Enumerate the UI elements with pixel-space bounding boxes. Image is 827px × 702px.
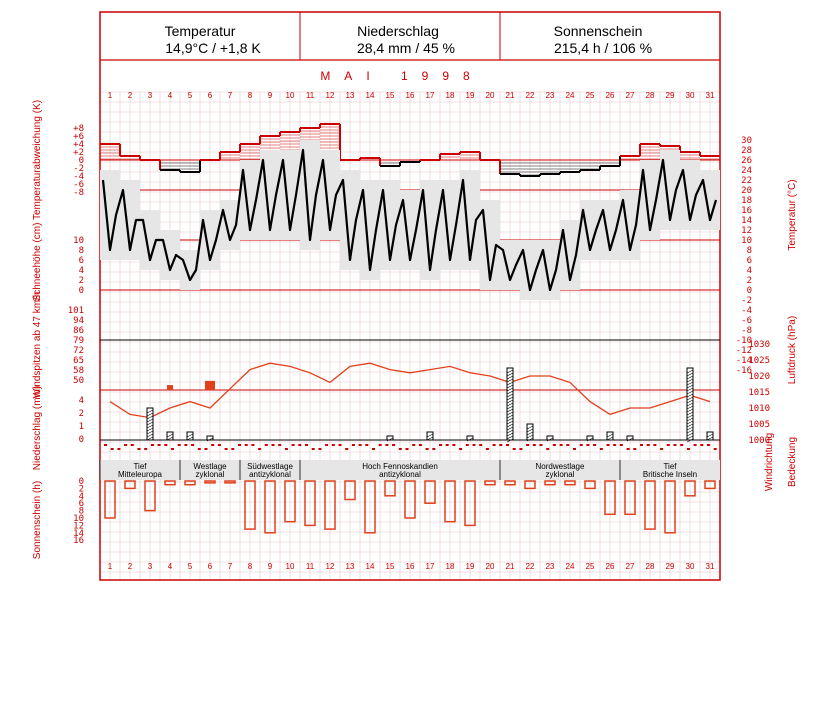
temp-dev-tick: -2	[73, 164, 84, 174]
wind-cover-mark	[218, 444, 221, 446]
day-label-top: 22	[525, 91, 535, 100]
sunshine-tick: 6	[78, 499, 84, 510]
wind-cover-mark	[446, 444, 449, 446]
wind-cover-mark	[660, 448, 663, 450]
day-label-top: 20	[485, 91, 495, 100]
wind-cover-mark	[486, 448, 489, 450]
day-label-bottom: 27	[625, 562, 635, 571]
day-label-bottom: 10	[285, 562, 295, 571]
pressure-tick: 1020	[748, 372, 770, 382]
temperature-tick: 18	[741, 196, 752, 206]
day-label-bottom: 22	[525, 562, 535, 571]
wind-cover-mark	[379, 444, 382, 446]
wind-cover-mark	[560, 444, 563, 446]
temp-dev-tick: +6	[73, 132, 84, 142]
precip-tick: 2	[78, 409, 84, 419]
temperature-tick: -14	[735, 356, 752, 366]
wind-cover-mark	[406, 448, 409, 450]
gust-tick: 65	[73, 356, 84, 366]
wind-cover-mark	[620, 444, 623, 446]
weather-type-line1: Hoch Fennoskandien	[362, 462, 438, 471]
gust-tick: 50	[73, 376, 84, 386]
day-label-bottom: 23	[545, 562, 555, 571]
day-label-bottom: 18	[445, 562, 455, 571]
label-sunshine: Sonnenschein (h)	[32, 480, 43, 560]
wind-cover-mark	[426, 448, 429, 450]
temp-dev-tick: -8	[73, 188, 84, 198]
wind-cover-mark	[459, 448, 462, 450]
wind-cover-mark	[164, 444, 167, 446]
precip-tick: 0	[78, 435, 84, 445]
snow-tick: 10	[73, 236, 84, 246]
wind-cover-mark	[325, 444, 328, 446]
wind-cover-mark	[205, 448, 208, 450]
wind-cover-mark	[700, 444, 703, 446]
sunshine-tick: 14	[73, 528, 84, 539]
header-sun-value: 215,4 h / 106 %	[553, 40, 653, 56]
day-label-top: 9	[267, 91, 273, 100]
day-label-bottom: 21	[505, 562, 515, 571]
wind-cover-mark	[399, 448, 402, 450]
temperature-tick: 28	[741, 146, 752, 156]
temperature-tick: 14	[741, 216, 752, 226]
weather-type-line1: Nordwestlage	[535, 462, 585, 471]
day-label-bottom: 28	[645, 562, 655, 571]
day-label-top: 13	[345, 91, 355, 100]
day-label-top: 27	[625, 91, 635, 100]
day-label-bottom: 4	[167, 562, 173, 571]
day-label-top: 21	[505, 91, 515, 100]
wind-cover-mark	[191, 444, 194, 446]
weather-type-line2: zyklonal	[195, 470, 225, 479]
day-label-top: 31	[705, 91, 715, 100]
day-label-top: 16	[405, 91, 415, 100]
weather-type-line2: Britische Inseln	[642, 470, 698, 479]
wind-cover-row	[104, 444, 717, 450]
day-label-bottom: 1	[107, 562, 113, 571]
label-temp-dev: Temperaturabweichung (K)	[32, 99, 43, 221]
day-label-bottom: 11	[305, 562, 315, 571]
temp-dev-tick: +8	[73, 124, 84, 134]
day-label-bottom: 31	[705, 562, 715, 571]
temperature-tick: 30	[741, 136, 752, 146]
wind-cover-mark	[680, 444, 683, 446]
day-label-top: 12	[325, 91, 335, 100]
wind-cover-mark	[245, 444, 248, 446]
precip-tick: 1	[78, 422, 84, 432]
day-label-bottom: 6	[207, 562, 213, 571]
day-label-top: 18	[445, 91, 455, 100]
header-temp-value: 14,9°C / +1,8 K	[165, 40, 261, 56]
gust-tick: 58	[73, 366, 84, 376]
wind-cover-mark	[158, 444, 161, 446]
sunshine-tick: 8	[78, 506, 84, 517]
wind-cover-mark	[553, 444, 556, 446]
gust-tick: 72	[73, 346, 84, 356]
day-label-top: 5	[187, 91, 193, 100]
wind-cover-mark	[318, 448, 321, 450]
label-pressure: Luftdruck (hPa)	[787, 315, 798, 385]
day-label-bottom: 30	[685, 562, 695, 571]
wind-cover-mark	[184, 444, 187, 446]
wind-cover-mark	[613, 444, 616, 446]
day-label-top: 7	[227, 91, 233, 100]
weather-type-line1: Südwestlage	[247, 462, 293, 471]
wind-cover-mark	[526, 444, 529, 446]
pressure-tick: 1000	[748, 436, 770, 446]
wind-cover-mark	[198, 448, 201, 450]
temp-dev-tick: +2	[73, 148, 84, 158]
pressure-tick: 1030	[748, 340, 770, 350]
temperature-tick: 6	[746, 256, 752, 266]
temperature-tick: -6	[741, 316, 752, 326]
day-label-bottom: 2	[127, 562, 133, 571]
header-precip-value: 28,4 mm / 45 %	[356, 40, 456, 56]
sunshine-tick: 0	[78, 477, 84, 487]
wind-cover-mark	[151, 444, 154, 446]
snow-tick: 6	[78, 256, 84, 266]
day-label-top: 28	[645, 91, 655, 100]
temp-dev-tick: -4	[73, 172, 84, 182]
temperature-tick: 22	[741, 176, 752, 186]
wind-cover-mark	[385, 444, 388, 446]
wind-gust-bar	[167, 385, 173, 390]
wind-cover-mark	[359, 444, 362, 446]
day-label-top: 2	[127, 91, 133, 100]
day-label-top: 25	[585, 91, 595, 100]
wind-cover-mark	[573, 448, 576, 450]
wind-cover-mark	[473, 444, 476, 446]
label-precip: Niederschlag (mm)	[32, 385, 43, 471]
wind-cover-mark	[104, 444, 107, 446]
pressure-tick: 1025	[748, 356, 770, 366]
temperature-tick: 2	[746, 276, 752, 286]
wind-cover-mark	[432, 448, 435, 450]
day-label-top: 4	[167, 91, 173, 100]
wind-cover-mark	[178, 444, 181, 446]
gust-tick: 101	[67, 306, 84, 316]
day-label-bottom: 16	[405, 562, 415, 571]
wind-cover-mark	[258, 448, 261, 450]
wind-cover-mark	[452, 444, 455, 446]
weather-type-line2: Mitteleuropa	[117, 470, 163, 479]
gust-tick: 86	[73, 326, 84, 336]
day-labels-top	[108, 91, 715, 100]
weather-type-line1: Westlage	[193, 462, 227, 471]
wind-cover-mark	[707, 444, 710, 446]
sunshine-tick: 10	[73, 514, 84, 524]
day-label-top: 17	[425, 91, 435, 100]
wind-cover-mark	[272, 444, 275, 446]
wind-cover-mark	[533, 444, 536, 446]
wind-cover-mark	[674, 444, 677, 446]
wind-cover-mark	[546, 448, 549, 450]
wind-cover-mark	[265, 444, 268, 446]
day-label-top: 15	[385, 91, 395, 100]
day-label-bottom: 25	[585, 562, 595, 571]
weather-type-line1: Tief	[133, 462, 147, 471]
wind-cover-mark	[633, 448, 636, 450]
wind-cover-mark	[138, 448, 141, 450]
temp-dev-tick: -6	[73, 180, 84, 190]
label-wind-dir: Windrichtung	[764, 432, 775, 492]
temperature-tick: 10	[741, 236, 752, 246]
wind-cover-mark	[292, 444, 295, 446]
header-precip-title: Niederschlag	[357, 23, 439, 39]
wind-cover-mark	[640, 444, 643, 446]
label-snow: Schneehöhe (cm)	[32, 222, 43, 302]
day-label-bottom: 15	[385, 562, 395, 571]
wind-cover-mark	[694, 444, 697, 446]
temperature-tick: 24	[741, 166, 752, 176]
day-label-top: 11	[305, 91, 315, 100]
label-gust: Windspitzen ab 47 km/h	[32, 291, 43, 399]
wind-cover-mark	[285, 448, 288, 450]
day-label-bottom: 8	[247, 562, 253, 571]
header-temp-title: Temperatur	[164, 23, 236, 39]
temperature-tick: -4	[741, 306, 752, 316]
wind-cover-mark	[352, 444, 355, 446]
precip-tick: 4	[78, 396, 84, 406]
temperature-tick: -10	[735, 336, 752, 346]
sunshine-tick: 4	[78, 491, 84, 502]
wind-cover-mark	[627, 448, 630, 450]
wind-cover-mark	[231, 448, 234, 450]
wind-cover-mark	[412, 444, 415, 446]
wind-cover-mark	[365, 444, 368, 446]
temperature-tick: -2	[741, 296, 752, 306]
temperature-tick: 8	[746, 246, 752, 256]
grid-layer	[100, 92, 720, 580]
day-label-top: 8	[247, 91, 253, 100]
wind-cover-mark	[540, 444, 543, 446]
wind-cover-mark	[714, 448, 717, 450]
day-label-top: 10	[285, 91, 295, 100]
temp-dev-tick: 0	[78, 156, 84, 166]
day-label-top: 1	[107, 91, 113, 100]
wind-cover-mark	[506, 444, 509, 446]
wind-cover-mark	[479, 444, 482, 446]
wind-cover-mark	[493, 444, 496, 446]
left-axis-ticks	[68, 124, 84, 546]
temperature-tick: -12	[735, 346, 752, 356]
wind-cover-mark	[339, 444, 342, 446]
wind-cover-mark	[305, 444, 308, 446]
weather-type-line1: Tief	[663, 462, 677, 471]
wind-cover-mark	[131, 444, 134, 446]
day-label-top: 29	[665, 91, 675, 100]
day-label-bottom: 24	[565, 562, 575, 571]
wind-cover-mark	[225, 448, 228, 450]
temperature-tick: 20	[741, 186, 752, 196]
wind-cover-mark	[171, 448, 174, 450]
snow-tick: 8	[78, 246, 84, 256]
wind-cover-mark	[278, 444, 281, 446]
wind-cover-mark	[439, 444, 442, 446]
wind-cover-mark	[392, 444, 395, 446]
day-label-bottom: 5	[187, 562, 193, 571]
wind-cover-mark	[586, 444, 589, 446]
weather-type-line2: antizyklonal	[249, 470, 291, 479]
sunshine-tick: 12	[73, 521, 84, 532]
day-labels-bottom	[108, 562, 715, 571]
day-label-top: 30	[685, 91, 695, 100]
day-label-top: 14	[365, 91, 375, 100]
month-title: MAI 1998	[320, 69, 484, 83]
wind-cover-mark	[513, 448, 516, 450]
temp-dev-tick: +4	[73, 140, 84, 150]
temperature-tick: -16	[735, 366, 752, 376]
snow-tick: 0	[78, 286, 84, 296]
day-label-bottom: 19	[465, 562, 475, 571]
day-label-bottom: 3	[147, 562, 153, 571]
temperature-tick: -8	[741, 326, 752, 336]
day-label-bottom: 26	[605, 562, 615, 571]
wind-cover-mark	[111, 448, 114, 450]
wind-cover-mark	[667, 444, 670, 446]
wind-cover-mark	[600, 448, 603, 450]
day-label-top: 26	[605, 91, 615, 100]
day-label-bottom: 17	[425, 562, 435, 571]
label-temp: Temperatur (°C)	[787, 179, 798, 251]
wind-cover-mark	[687, 448, 690, 450]
wind-cover-mark	[117, 448, 120, 450]
temperature-tick: 0	[746, 286, 752, 296]
sunshine-tick: 2	[78, 484, 84, 495]
wind-cover-mark	[653, 444, 656, 446]
wind-cover-mark	[251, 444, 254, 446]
sunshine-tick: 16	[73, 536, 84, 547]
wind-cover-mark	[580, 444, 583, 446]
wind-cover-mark	[593, 444, 596, 446]
wind-cover-mark	[124, 444, 127, 446]
temperature-tick: 12	[741, 226, 752, 236]
header-sun-title: Sonnenschein	[553, 23, 643, 39]
wind-gust-bar	[205, 381, 215, 390]
snow-tick: 2	[78, 276, 84, 286]
day-label-bottom: 12	[325, 562, 335, 571]
weather-type-line2: zyklonal	[545, 470, 575, 479]
day-label-bottom: 9	[267, 562, 273, 571]
wind-cover-mark	[298, 444, 301, 446]
right-axis-ticks	[736, 136, 770, 446]
weather-type-line2: antizyklonal	[379, 470, 421, 479]
day-label-bottom: 7	[227, 562, 233, 571]
day-label-bottom: 13	[345, 562, 355, 571]
wind-cover-mark	[607, 444, 610, 446]
temperature-tick: 4	[746, 266, 752, 276]
pressure-tick: 1010	[748, 404, 770, 414]
temperature-tick: 26	[741, 156, 752, 166]
wind-cover-mark	[647, 444, 650, 446]
wind-cover-mark	[519, 448, 522, 450]
day-label-top: 23	[545, 91, 555, 100]
pressure-tick: 1005	[748, 420, 770, 430]
weather-type-bands	[100, 460, 720, 480]
wind-cover-mark	[312, 448, 315, 450]
day-label-bottom: 14	[365, 562, 375, 571]
wind-cover-mark	[372, 448, 375, 450]
wind-cover-mark	[332, 444, 335, 446]
wind-cover-mark	[466, 444, 469, 446]
day-label-top: 24	[565, 91, 575, 100]
wind-cover-mark	[566, 444, 569, 446]
wind-cover-mark	[211, 444, 214, 446]
gust-tick: 94	[73, 316, 84, 326]
day-label-top: 6	[207, 91, 213, 100]
wind-cover-mark	[499, 444, 502, 446]
wind-cover-mark	[345, 448, 348, 450]
day-label-bottom: 20	[485, 562, 495, 571]
wind-cover-mark	[144, 448, 147, 450]
wind-cover-mark	[419, 444, 422, 446]
pressure-tick: 1015	[748, 388, 770, 398]
gust-tick: 79	[73, 336, 84, 346]
wind-cover-mark	[238, 444, 241, 446]
day-label-bottom: 29	[665, 562, 675, 571]
day-label-top: 3	[147, 91, 153, 100]
label-cover: Bedeckung	[787, 436, 798, 488]
day-label-top: 19	[465, 91, 475, 100]
snow-tick: 4	[78, 266, 84, 276]
temperature-tick: 16	[741, 206, 752, 216]
